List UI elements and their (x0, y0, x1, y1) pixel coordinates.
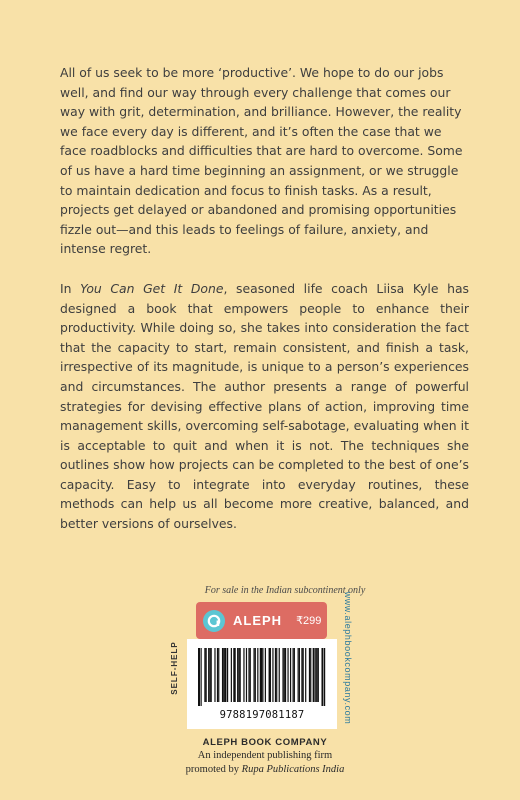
barcode-bar (294, 648, 295, 702)
barcode-bar (262, 648, 263, 702)
isbn-number: 9788197081187 (219, 709, 305, 721)
publisher-name: ALEPH BOOK COMPANY (202, 737, 328, 748)
barcode-bar (313, 648, 315, 702)
barcode-bar (303, 648, 304, 702)
barcode-bar (243, 648, 244, 702)
barcode-bar (276, 648, 277, 702)
aleph-logo-icon (203, 610, 225, 632)
publisher-promoted (180, 763, 350, 777)
barcode-bar (246, 648, 247, 702)
publisher-imprint (180, 736, 350, 777)
barcode-bar (299, 648, 300, 702)
isbn-barcode (194, 648, 330, 706)
barcode-bar (209, 648, 210, 702)
barcode-bar (316, 648, 317, 702)
barcode-bar (208, 648, 209, 702)
barcode-bar (227, 648, 228, 702)
barcode-bar (198, 648, 200, 706)
barcode-bar (237, 648, 238, 702)
barcode-bar (248, 648, 249, 702)
price-label: ₹299 (296, 615, 322, 627)
blurb-paragraph-2-body: , seasoned life coach Liisa Kyle has designed a book that empowers people to enhance their productivity. While doing so, she takes into consideration the fact that the capacity to start, remain consistent, and finish a task, irrespective of its magnitude, is unique to a person’s experiences and circumstances. The author presents a range of powerful strategies for devising effective plans of action, improving time management skills, overcoming self-sabotage, evaluating when it is acceptable to quit and when it is not. The techniques she outlines show how projects can be completed to the best of one’s capacity. Easy to integrate into everyday routines, these methods can help us all become more creative, balanced, and better versions of ourselves. (60, 280, 469, 532)
barcode-bar (272, 648, 273, 702)
barcode-bar (211, 648, 212, 702)
barcode-bar (275, 648, 276, 702)
barcode-bar (253, 648, 254, 702)
barcode-bar (224, 648, 226, 702)
barcode-bar (309, 648, 310, 702)
blurb-paragraph-2-intro: In (60, 280, 81, 296)
barcode-bar (223, 648, 224, 702)
barcode-bar (318, 648, 319, 702)
barcode-bar (301, 648, 302, 702)
barcode-bar (206, 648, 207, 702)
barcode-bar (261, 648, 262, 702)
barcode-bar (222, 648, 223, 702)
barcode-panel (187, 639, 337, 729)
barcode-bar (218, 648, 219, 702)
book-title: You Can Get It Done (80, 280, 224, 296)
barcode-bar (270, 648, 271, 702)
category-label: SELF-HELP (170, 641, 179, 695)
barcode-bar (284, 648, 285, 702)
blurb-paragraph-2 (60, 279, 469, 534)
barcode-bar (255, 648, 256, 702)
brand-name: ALEPH (233, 613, 283, 628)
barcode-bar (282, 648, 283, 702)
promoted-by: Rupa Publications India (241, 764, 345, 775)
barcode-bar (250, 648, 251, 702)
barcode-bar (231, 648, 232, 702)
barcode-bar (240, 648, 241, 702)
barcode-bar (279, 648, 280, 702)
barcode-bar (315, 648, 316, 702)
barcode-bar (204, 648, 205, 702)
barcode-bar (238, 648, 239, 702)
barcode-bar (298, 648, 299, 702)
barcode-bar (201, 648, 202, 706)
barcode-bar (214, 648, 215, 702)
barcode-bar (287, 648, 288, 702)
back-cover-blurb (60, 63, 469, 534)
sale-territory-note: For sale in the Indian subcontinent only (204, 585, 366, 596)
blurb-paragraph-1: All of us seek to be more ‘productive’. We hope to do our jobs well, and find our way through every challenge that comes our way with grit, determination, and brilliance. However, the reality we face every day is different, and it’s often the case that we face roadblocks and difficulties that are hard to overcome. Some of us have a hard time beginning an assignment, or we struggle to maintain dedication and focus to finish tasks. As a result, projects get delayed or abandoned and promising opportunities fizzle out—and this leads to feelings of failure, anxiety, and intense regret. (60, 65, 463, 257)
barcode-bar (305, 648, 306, 702)
barcode-bar (324, 648, 325, 706)
barcode-bar (265, 648, 266, 702)
publisher-website: www.alephbookcompany.com (343, 591, 353, 725)
barcode-bar (293, 648, 294, 702)
barcode-bar (290, 648, 291, 702)
barcode-bar (217, 648, 218, 702)
barcode-bar (257, 648, 258, 702)
price-tag (196, 602, 327, 639)
barcode-bar (310, 648, 311, 702)
promoted-prefix: promoted by (185, 764, 242, 775)
barcode-bar (235, 648, 236, 702)
barcode-bar (321, 648, 323, 706)
barcode-bar (285, 648, 286, 702)
publisher-tagline: An independent publishing firm (197, 750, 333, 761)
